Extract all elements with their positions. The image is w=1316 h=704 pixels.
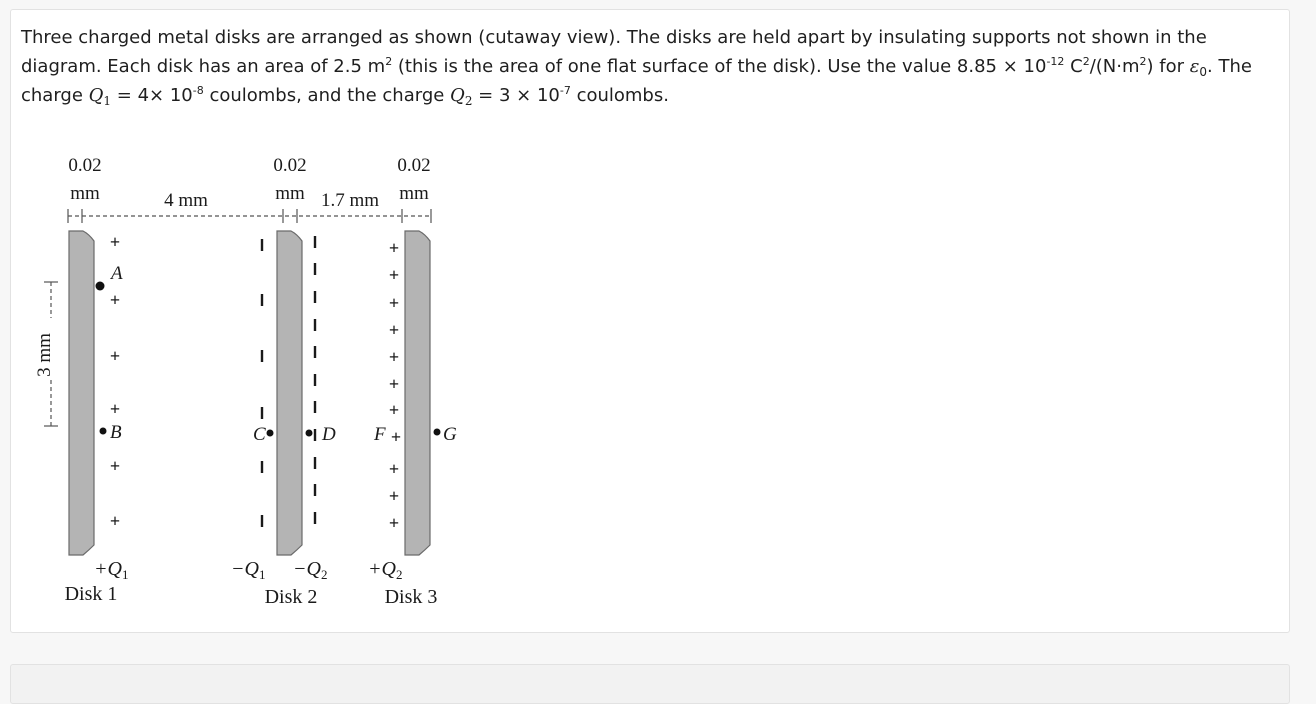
point-g-dot <box>434 429 441 436</box>
problem-text-run: coulombs, and the charge <box>203 85 451 106</box>
plus-sign: + <box>388 320 400 340</box>
point-d-label: D <box>322 424 336 445</box>
charge-symbol: −Q <box>231 558 259 580</box>
charge-subscript: 1 <box>258 567 266 582</box>
disk2-right-charge-label <box>293 558 327 582</box>
charge-subscript: 1 <box>121 567 129 582</box>
superscript: -12 <box>1046 55 1065 68</box>
superscript: -8 <box>192 84 204 97</box>
point-d-dot <box>306 430 313 437</box>
height-label: 3 mm <box>34 333 55 377</box>
q2-symbol: Q <box>450 85 465 106</box>
problem-text-run: . The <box>1207 56 1252 77</box>
point-f-label: F <box>374 424 386 445</box>
plus-sign: + <box>109 399 121 419</box>
plus-sign: + <box>388 265 400 285</box>
point-b-dot <box>100 428 107 435</box>
plus-sign: + <box>109 290 121 310</box>
plus-sign: + <box>109 456 121 476</box>
charge-symbol: +Q <box>368 558 396 580</box>
q2-value: 3 × 10 <box>498 85 560 106</box>
equals-sign: = <box>472 85 499 106</box>
plus-sign: + <box>388 513 400 533</box>
gap-label-4mm: 4 mm <box>164 190 208 211</box>
plus-sign: + <box>388 400 400 420</box>
equals-sign: = <box>111 85 138 106</box>
charge-subscript: 2 <box>320 567 328 582</box>
problem-text-run: C <box>1064 56 1083 77</box>
plus-sign: + <box>388 238 400 258</box>
thickness-label-disk2: 0.02 <box>273 155 307 176</box>
charge-subscript: 2 <box>395 567 403 582</box>
thickness-label-disk1: 0.02 <box>68 155 102 176</box>
subscript: 1 <box>103 94 112 108</box>
plus-sign: + <box>388 347 400 367</box>
epsilon-symbol: ε <box>1189 56 1200 77</box>
plus-sign: + <box>388 459 400 479</box>
problem-text-run: ) for <box>1146 56 1190 77</box>
disk3-label: Disk 3 <box>384 586 438 608</box>
plus-sign: + <box>388 293 400 313</box>
superscript: 2 <box>1139 55 1147 68</box>
disk3-plus-charges <box>389 238 401 533</box>
thickness-unit-disk2: mm <box>275 183 305 204</box>
charge-symbol: +Q <box>94 558 122 580</box>
charge-symbol: −Q <box>293 558 321 580</box>
thickness-label-disk3: 0.02 <box>397 155 431 176</box>
q1-symbol: Q <box>88 85 104 106</box>
plus-sign: + <box>109 346 121 366</box>
plus-sign: + <box>109 232 121 252</box>
problem-text-run: diagram. Each disk has an area of 2.5 m <box>21 56 386 77</box>
superscript: -7 <box>559 84 571 97</box>
subscript: 0 <box>1199 65 1208 79</box>
disk1-charge-label <box>94 558 128 582</box>
point-c-dot <box>267 430 274 437</box>
plus-sign: + <box>388 486 400 506</box>
disk-2 <box>277 231 302 555</box>
point-c-label: C <box>253 424 266 445</box>
point-a-label: A <box>111 263 123 284</box>
problem-text-run: Three charged metal disks are arranged as shown (cutaway view). The disks are held apart by insulating supports not shown in the <box>21 27 1207 48</box>
subscript: 2 <box>464 94 473 108</box>
thickness-unit-disk3: mm <box>399 183 429 204</box>
disk2-left-charge-label <box>231 558 265 582</box>
plus-sign: + <box>390 427 402 447</box>
disk-3 <box>405 231 430 555</box>
problem-text-run: /(N·m <box>1089 56 1140 77</box>
problem-text-run: coulombs. <box>570 85 669 106</box>
point-g-label: G <box>443 424 457 445</box>
point-a-dot <box>96 282 105 291</box>
superscript: 2 <box>385 55 393 68</box>
disk2-label: Disk 2 <box>264 586 318 608</box>
superscript: 2 <box>1082 55 1090 68</box>
plus-sign: + <box>109 511 121 531</box>
disk1-label: Disk 1 <box>64 583 118 605</box>
disk3-charge-label <box>368 558 402 582</box>
problem-text-run: charge <box>21 85 89 106</box>
plus-sign: + <box>388 374 400 394</box>
disk-1 <box>69 231 94 555</box>
gap-label-1-7mm: 1.7 mm <box>320 190 380 211</box>
thickness-unit-disk1: mm <box>70 183 100 204</box>
q1-value: 4× 10 <box>137 85 193 106</box>
problem-text-run: (this is the area of one flat surface of the disk). Use the value 8.85 × 10 <box>392 56 1047 77</box>
point-b-label: B <box>110 422 122 443</box>
